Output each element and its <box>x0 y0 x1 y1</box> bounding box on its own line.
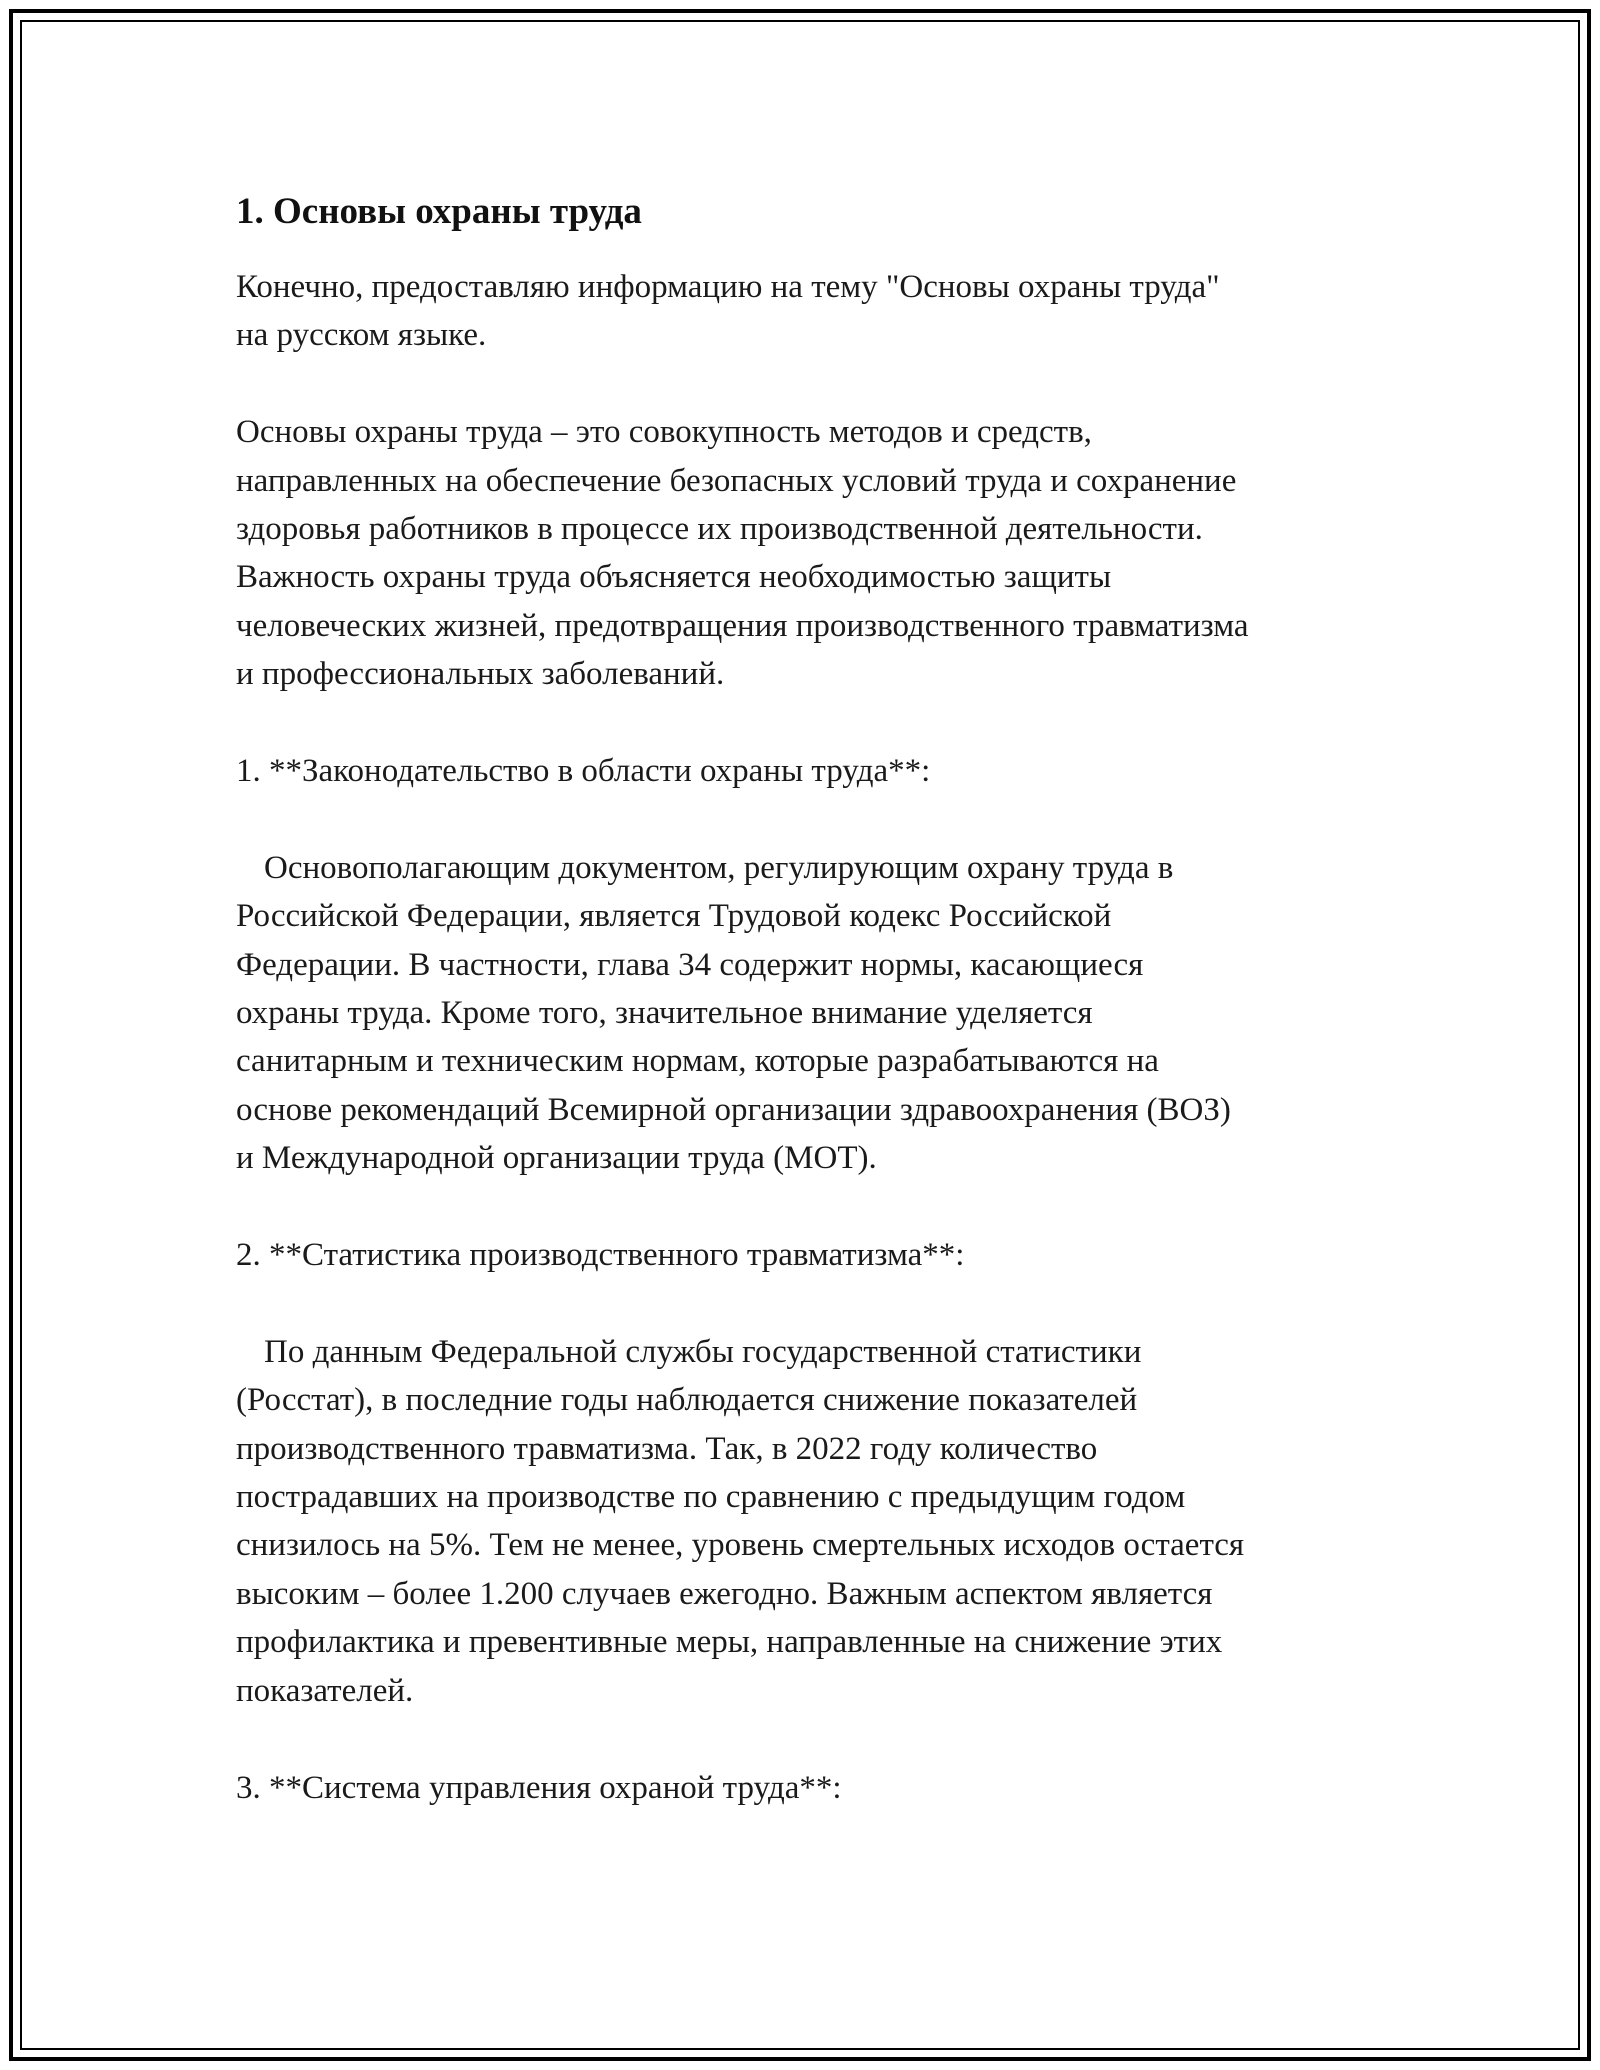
paragraph-gap <box>236 1715 1376 1763</box>
definition-paragraph: Основы охраны труда – это совокупность методов и средств, направленных на обеспечение безопасных условий труда и сохранение здоровья работников в процессе их производственной деятельности. Важность охраны труда объясняется необходимостью защиты человеческих жизней, предотвращения производственного травматизма и профессиональных заболеваний. <box>236 414 1249 693</box>
paragraph-gap <box>236 360 1376 408</box>
section-body-2 <box>236 1328 1376 1715</box>
section-body-1 <box>236 844 1376 1183</box>
paragraph-gap <box>236 795 1376 843</box>
section-title-1: 1. **Законодательство в области охраны труда**: <box>236 753 931 790</box>
section-body-2-text: По данным Федеральной службы государственной статистики (Росстат), в последние годы наблюдается снижение показателей производственного травматизма. Так, в 2022 году количество пострадавших на производстве по сравнению с предыдущим годом снизилось на 5%. Тем не менее, уровень смертельных исходов остается высоким – более 1.200 случаев ежегодно. Важным аспектом является профилактика и превентивные меры, направленные на снижение этих показателей. <box>236 1333 1245 1709</box>
section-body-1-text: Основополагающим документом, регулирующим охрану труда в Российской Федерации, является Трудовой кодекс Российской Федерации. В частности, глава 34 содержит нормы, касающиеся охраны труда. Кроме того, значительное внимание уделяется санитарным и техническим нормам, которые разрабатываются на основе рекомендаций Всемирной организации здравоохранения (ВОЗ) и Международной организации труда (МОТ). <box>236 849 1231 1177</box>
paragraph-gap <box>236 699 1376 747</box>
document-body <box>236 188 1376 1812</box>
section-title-2: 2. **Статистика производственного травматизма**: <box>236 1237 965 1274</box>
section-title-3: 3. **Система управления охраной труда**: <box>236 1769 842 1806</box>
paragraph-gap <box>236 1279 1376 1327</box>
paragraph-gap <box>236 1183 1376 1231</box>
intro-paragraph: Конечно, предоставляю информацию на тему "Основы охраны труда" на русском языке. <box>236 269 1220 354</box>
document-heading: 1. Основы охраны труда <box>236 191 642 232</box>
